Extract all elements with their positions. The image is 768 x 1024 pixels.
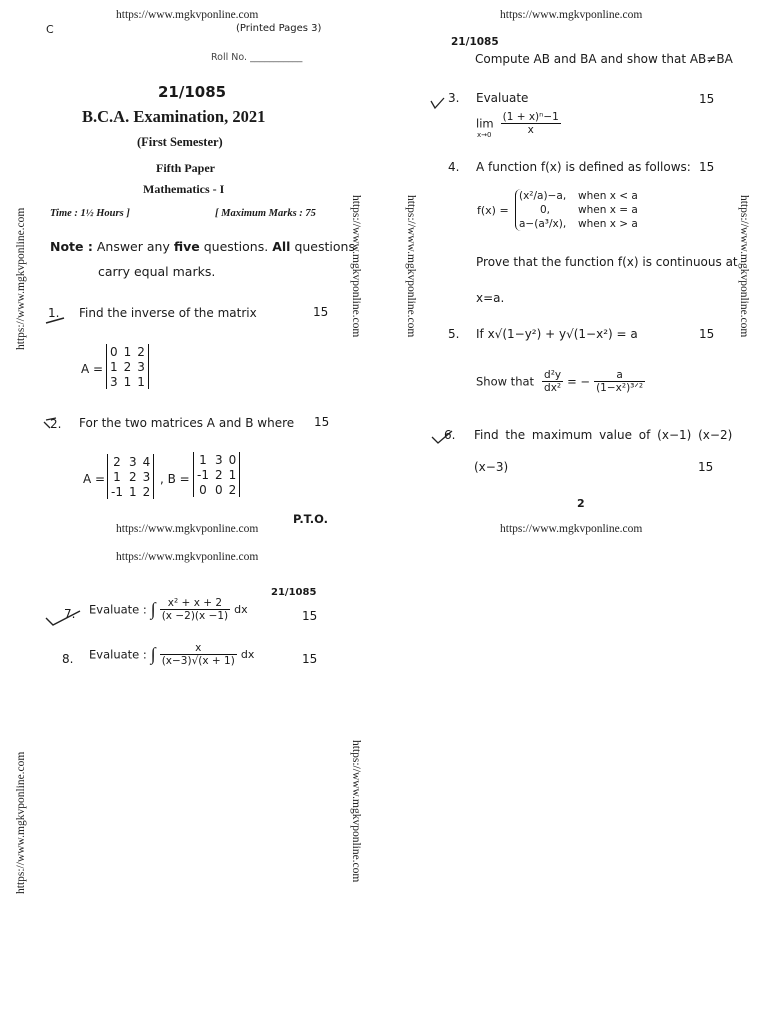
q7-number: 7.: [64, 607, 76, 621]
q5-show: Show that $\frac{\text{d²y}}{\text{dx²}}$ = − $\frac{a}{\text{(1−x²)³ᐟ²}}$: [476, 369, 644, 394]
printed-pages: (Printed Pages 3): [236, 23, 322, 34]
q3-limit-subscript: x→0: [477, 131, 492, 139]
subject: Mathematics - I: [143, 182, 225, 196]
q5-marks: 15: [699, 327, 715, 341]
q1-number: 1.: [48, 306, 60, 320]
q3-text: Evaluate: [476, 91, 529, 105]
q7-integral: Evaluate : ∫ $\frac{\text{x² + x + 2}}{(x -2)(x -1)}$ dx: [89, 597, 248, 622]
q6-number: 6.: [444, 428, 456, 442]
q1-matrix: 0 1 2 1 2 3 3 1 1: [106, 344, 149, 389]
page2-left-side-url: https://www.mgkvponline.com: [405, 195, 417, 338]
q6-marks: 15: [698, 460, 714, 474]
q2-marks: 15: [314, 415, 330, 429]
q8-integral: Evaluate : ∫ $\frac{x}{(x-3)√(x + 1)}$ dx: [89, 642, 255, 667]
page1-top-url: https://www.mgkvponline.com: [116, 9, 259, 21]
q2-matrix-b-label: , B =: [160, 472, 190, 486]
check-mark-icon: [42, 416, 58, 430]
page3-paper-code: 21/1085: [271, 587, 317, 598]
paper-number: Fifth Paper: [156, 161, 215, 175]
q2-matrix-b: 1 3 0 -1 2 1 0 0 2: [193, 452, 240, 497]
q3-number: 3.: [448, 91, 460, 105]
page3-left-side-url: https://www.mgkvponline.com: [15, 751, 27, 894]
q4-case-3-expr: a−(a³/x),: [519, 218, 567, 230]
q8-marks: 15: [302, 652, 318, 666]
q4-case-3-cond: when x > a: [578, 218, 638, 230]
pto: P.T.O.: [293, 512, 329, 526]
q5-text: If x√(1−y²) + y√(1−x²) = a: [476, 327, 638, 341]
q6-text-cont: (x−3): [474, 460, 509, 474]
q3-limit: lim $\frac{\text{(1 + x)ⁿ−1}}{x}$: [476, 111, 559, 136]
page1-right-side-url: https://www.mgkvponline.com: [350, 195, 362, 338]
note: Note : Answer any five questions. All questions: [50, 239, 355, 254]
page2-right-side-url: https://www.mgkvponline.com: [738, 195, 750, 338]
page2-top-url: https://www.mgkvponline.com: [500, 9, 643, 21]
page3-top-url: https://www.mgkvponline.com: [116, 551, 259, 563]
q2-number: 2.: [50, 417, 62, 431]
time-allowed: Time : 1½ Hours ]: [50, 208, 130, 219]
q4-at: x=a.: [476, 291, 505, 305]
q6-text: Find the maximum value of (x−1) (x−2): [474, 428, 733, 442]
q2-matrix-a: 2 3 4 1 2 3 -1 1 2: [107, 454, 154, 499]
q1-matrix-label: A =: [81, 362, 104, 376]
q8-number: 8.: [62, 652, 74, 666]
q2-text: For the two matrices A and B where: [79, 416, 295, 430]
semester: (First Semester): [137, 135, 223, 149]
page1-bottom-url: https://www.mgkvponline.com: [116, 523, 259, 535]
page2-bottom-url: https://www.mgkvponline.com: [500, 523, 643, 535]
note-line2: carry equal marks.: [98, 264, 216, 279]
paper-code: 21/1085: [158, 83, 227, 101]
q4-prove: Prove that the function f(x) is continuous at: [476, 255, 738, 269]
q4-case-1-expr: (x²/a)−a,: [519, 190, 567, 202]
maximum-marks: [ Maximum Marks : 75: [215, 208, 316, 219]
page2-paper-code: 21/1085: [451, 36, 499, 48]
q2-matrix-a-label: A =: [83, 472, 106, 486]
q4-function-lhs: f(x) =: [477, 204, 509, 217]
q4-number: 4.: [448, 160, 460, 174]
q3-marks: 15: [699, 92, 715, 106]
q4-case-2-expr: 0,: [540, 204, 551, 216]
roll-no: Roll No. ___________: [211, 52, 303, 63]
q7-marks: 15: [302, 609, 318, 623]
page3-right-side-url: https://www.mgkvponline.com: [350, 740, 362, 883]
q4-case-1-cond: when x < a: [578, 190, 638, 202]
check-mark-icon: [428, 95, 446, 111]
corner-mark: C: [46, 23, 54, 36]
page-number: 2: [577, 497, 585, 510]
q4-case-2-cond: when x = a: [578, 204, 638, 216]
q1-text: Find the inverse of the matrix: [79, 306, 257, 320]
check-mark-icon: [44, 314, 66, 326]
q5-number: 5.: [448, 327, 460, 341]
q4-text: A function f(x) is defined as follows:: [476, 160, 691, 174]
q1-marks: 15: [313, 305, 329, 319]
q2-continued: Compute AB and BA and show that AB≠BA: [475, 52, 733, 66]
page1-left-side-url: https://www.mgkvponline.com: [15, 207, 27, 350]
q4-marks: 15: [699, 160, 715, 174]
exam-title: B.C.A. Examination, 2021: [82, 107, 266, 126]
